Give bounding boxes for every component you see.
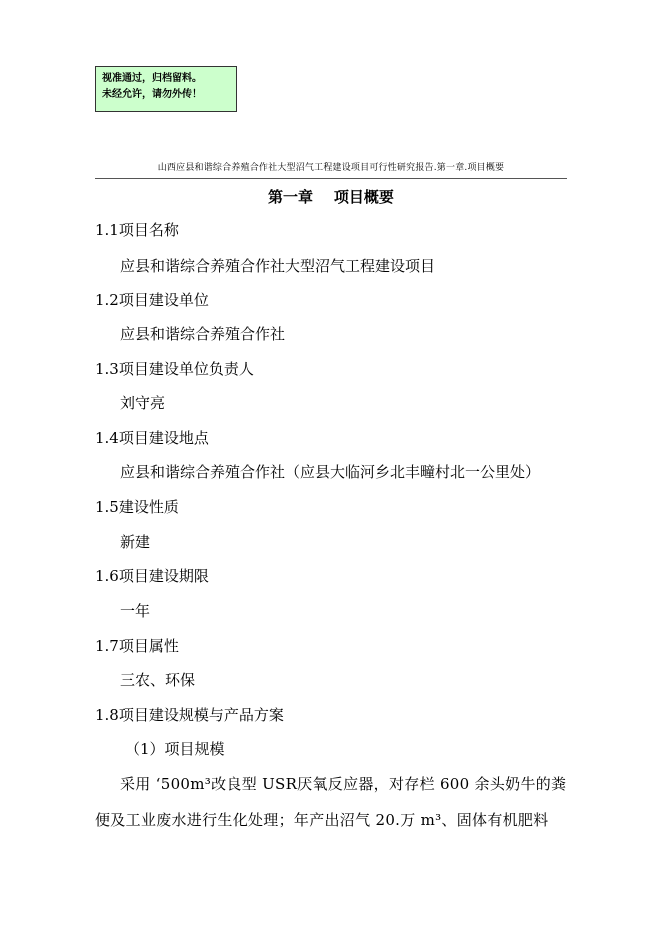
- stamp-line-1: 视准通过，归档留料。: [102, 73, 202, 84]
- section-value-1-5: 新建: [120, 533, 151, 551]
- section-value-1-7: 三农、环保: [120, 671, 196, 689]
- section-heading-1-4: 1.4项目建设地点: [95, 429, 209, 447]
- confidential-stamp: [95, 66, 237, 112]
- section-value-1-1: 应县和谐综合养殖合作社大型沼气工程建设项目: [120, 257, 436, 275]
- section-heading-1-1: 1.1项目名称: [95, 221, 179, 239]
- subsection-heading: （1）项目规模: [125, 740, 225, 758]
- section-value-1-2: 应县和谐综合养殖合作社: [120, 325, 286, 343]
- section-value-1-4: 应县和谐综合养殖合作社（应县大临河乡北丰疃村北一公里处）: [120, 463, 541, 481]
- header-rule: [95, 178, 567, 179]
- section-heading-1-8: 1.8项目建设规模与产品方案: [95, 706, 284, 724]
- section-heading-1-3: 1.3项目建设单位负责人: [95, 360, 254, 378]
- section-heading-1-7: 1.7项目属性: [95, 637, 179, 655]
- stamp-line-2: 未经允许，请勿外传！: [102, 89, 202, 100]
- paragraph-line-1: 采用 ‘500m³改良型 USR厌氧反应器，对存栏 600 余头奶牛的粪: [120, 775, 567, 793]
- paragraph-line-2: 便及工业废水进行生化处理；年产出沼气 20.万 m³、固体有机肥料: [95, 811, 549, 829]
- running-header: 山西应县和谐综合养殖合作社大型沼气工程建设项目可行性研究报告.第一章.项目概要: [157, 163, 505, 173]
- section-value-1-3: 刘守亮: [120, 394, 166, 412]
- section-heading-1-6: 1.6项目建设期限: [95, 567, 209, 585]
- section-heading-1-2: 1.2项目建设单位: [95, 291, 209, 309]
- section-heading-1-5: 1.5建设性质: [95, 498, 179, 516]
- section-value-1-6: 一年: [120, 602, 151, 620]
- chapter-title: 第一章 项目概要: [268, 188, 394, 206]
